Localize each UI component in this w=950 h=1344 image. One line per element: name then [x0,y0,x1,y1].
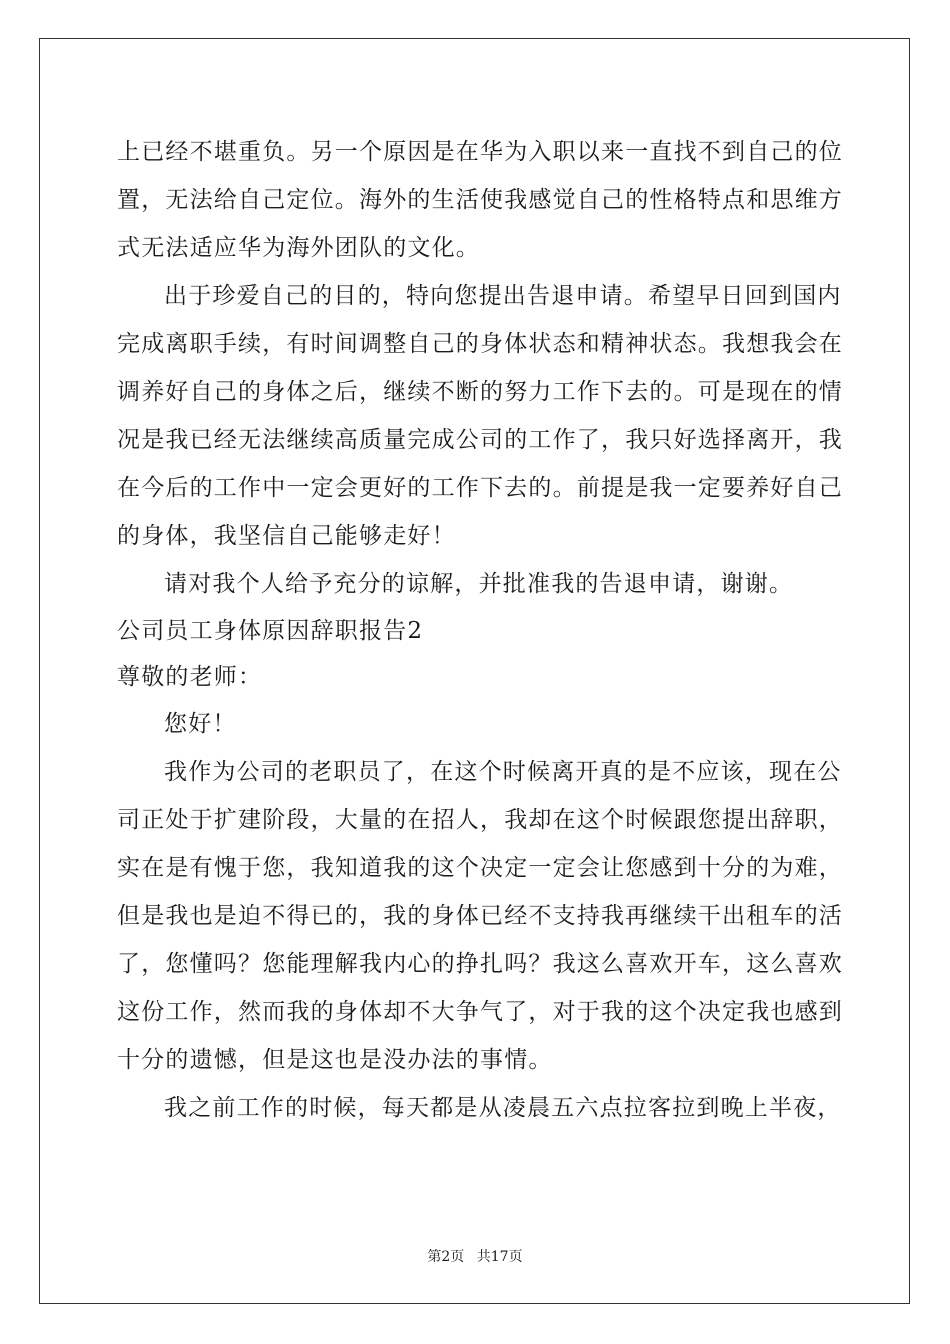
page-number: 第2页 [427,1249,465,1265]
text-line: 式无法适应华为海外团队的文化。 [117,235,480,261]
greeting: 您好！ [164,711,237,737]
text-line: 况是我已经无法继续高质量完成公司的工作了，我只好选择离开，我 [117,427,843,453]
paragraph-start-line: 我之前工作的时候，每天都是从凌晨五六点拉客拉到晚上半夜， [164,1095,842,1121]
page-footer [0,1246,950,1266]
text-line: 但是我也是迫不得已的，我的身体已经不支持我再继续干出租车的活 [117,903,843,929]
text-line: 这份工作，然而我的身体却不大争气了，对于我的这个决定我也感到 [117,999,843,1025]
text-line: 十分的遗憾，但是这也是没办法的事情。 [117,1047,553,1073]
paragraph-start-line: 我作为公司的老职员了，在这个时候离开真的是不应该，现在公 [164,759,842,785]
text-line: 司正处于扩建阶段，大量的在招人，我却在这个时候跟您提出辞职， [117,807,843,833]
text-line: 置，无法给自己定位。海外的生活使我感觉自己的性格特点和思维方 [117,187,843,213]
text-line: 了，您懂吗？您能理解我内心的挣扎吗？我这么喜欢开车，这么喜欢 [117,951,843,977]
text-line: 实在是有愧于您，我知道我的这个决定一定会让您感到十分的为难， [117,855,843,881]
paragraph-start-line: 出于珍爱自己的目的，特向您提出告退申请。希望早日回到国内 [164,283,842,309]
text-line: 完成离职手续，有时间调整自己的身体状态和精神状态。我想我会在 [117,331,843,357]
text-line: 上已经不堪重负。另一个原因是在华为入职以来一直找不到自己的位 [117,139,843,165]
document-body [117,128,843,1132]
salutation: 尊敬的老师： [117,664,263,690]
text-line: 在今后的工作中一定会更好的工作下去的。前提是我一定要养好自己 [117,475,843,501]
text-line: 调养好自己的身体之后，继续不断的努力工作下去的。可是现在的情 [117,379,843,405]
paragraph-start-line: 请对我个人给予充分的谅解，并批准我的告退申请，谢谢。 [164,571,794,597]
page-total: 共17页 [476,1249,523,1265]
section-title: 公司员工身体原因辞职报告2 [117,618,424,644]
text-line: 的身体，我坚信自己能够走好！ [117,523,456,549]
